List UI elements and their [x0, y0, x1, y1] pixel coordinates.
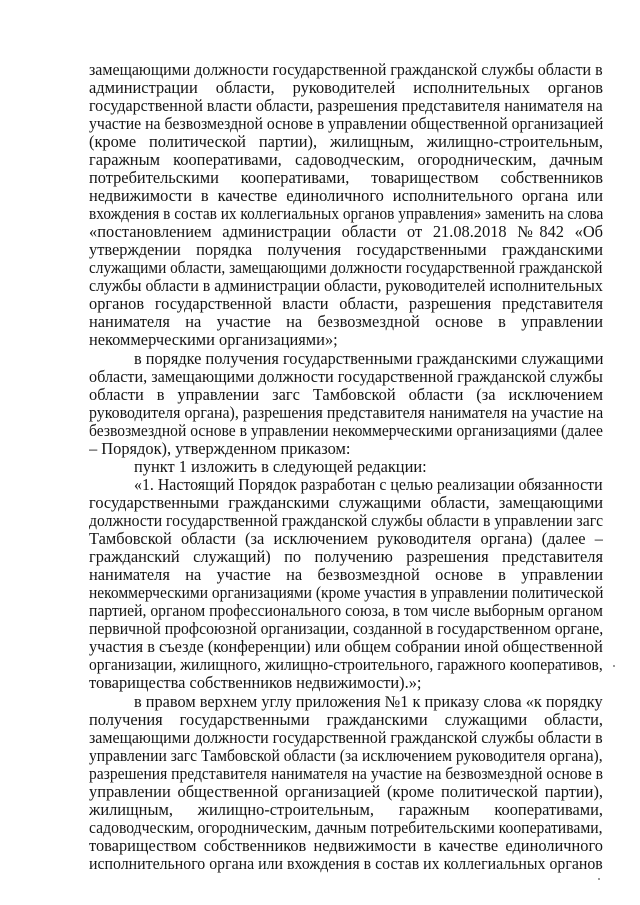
- text-line: пункт 1 изложить в следующей редакции:: [134, 458, 427, 476]
- text-line: администрации области, руководителей исполнительных органов: [89, 79, 603, 97]
- text-line: безвозмездной основе в управлении некоммерческими организациями (далее: [89, 422, 603, 440]
- text-line: служащими области, замещающими должности государственной гражданской: [89, 259, 603, 277]
- text-line: утверждении порядка получения государственными гражданскими: [89, 241, 603, 259]
- text-line: жилищным, жилищно-строительным, гаражным кооперативами,: [89, 801, 603, 819]
- text-line: Тамбовской области (за исключением руководителя органа) (далее –: [89, 530, 603, 548]
- text-line: гражданский служащий) по получению разрешения представителя: [89, 548, 603, 566]
- text-line: потребительскими кооперативами, товариществом собственников: [89, 169, 603, 187]
- text-line: органов государственной власти области, разрешения представителя: [89, 295, 603, 313]
- text-line: разрешения представителя нанимателя на участие на безвозмездной основе в: [89, 765, 604, 783]
- text-line: области, замещающими должности государственной гражданской службы: [89, 368, 603, 386]
- text-line: в порядке получения государственными гражданскими служащими: [134, 350, 604, 368]
- text-line: – Порядок), утвержденном приказом:: [89, 440, 351, 458]
- scan-speck: [598, 878, 600, 880]
- text-line: в правом верхнем углу приложения №1 к приказу слова «к порядку: [134, 693, 603, 711]
- text-line: организации, жилищного, жилищно-строительного, гаражного кооперативов,: [89, 656, 603, 674]
- text-line: «постановлением администрации области от 21.08.2018 №842 «Об: [89, 223, 603, 241]
- text-line: руководителя органа), разрешения представителя нанимателя на участие на: [89, 404, 603, 422]
- text-line: участия в съезде (конференции) или общем собрании иной общественной: [89, 638, 603, 656]
- text-line: получения государственными гражданскими служащими области,: [89, 711, 603, 729]
- text-line: замещающими должности государственной гражданской службы области в: [89, 61, 603, 79]
- text-line: управлении общественной организацией (кроме политической партии),: [89, 783, 603, 801]
- text-line: «1. Настоящий Порядок разработан с целью реализации обязанности: [134, 476, 603, 494]
- text-line: первичной профсоюзной организации, созданной в государственном органе,: [89, 620, 603, 638]
- text-line: партией, органом профессионального союза, в том числе выборным органом: [89, 602, 603, 620]
- text-line: замещающими должности государственной гражданской службы области в: [89, 729, 603, 747]
- text-line: участие на безвозмездной основе в управлении общественной организацией: [89, 115, 603, 133]
- text-line: вхождения в состав их коллегиальных органов управления» заменить на слова: [89, 205, 603, 223]
- text-line: должности государственной гражданской службы области в управлении загс: [89, 512, 604, 530]
- text-line: нанимателя на участие на безвозмездной основе в управлении: [89, 566, 603, 584]
- text-line: государственными гражданскими служащими области, замещающими: [89, 494, 603, 512]
- text-line: некоммерческими организациями»;: [89, 331, 338, 349]
- scan-speck: [613, 665, 615, 667]
- text-line: товарищества собственников недвижимости).»;: [89, 674, 422, 692]
- text-line: управлении загс Тамбовской области (за исключением руководителя органа),: [89, 747, 603, 765]
- text-line: области в управлении загс Тамбовской области (за исключением: [89, 386, 603, 404]
- text-line: государственной власти области, разрешения представителя нанимателя на: [89, 97, 603, 115]
- text-line: нанимателя на участие на безвозмездной основе в управлении: [89, 313, 603, 331]
- text-line: гаражным кооперативами, садоводческим, огородническим, дачным: [89, 151, 603, 169]
- text-line: исполнительного органа или вхождения в состав их коллегиальных органов: [89, 855, 603, 873]
- text-line: садоводческим, огородническим, дачным потребительскими кооперативами,: [89, 819, 603, 837]
- text-line: товариществом собственников недвижимости в качестве единоличного: [89, 837, 603, 855]
- text-line: (кроме политической партии), жилищным, жилищно-строительным,: [89, 133, 603, 151]
- text-line: некоммерческими организациями (кроме участия в управлении политической: [89, 584, 604, 602]
- text-line: недвижимости в качестве единоличного исполнительного органа или: [89, 187, 603, 205]
- text-line: службы области в администрации области, руководителей исполнительных: [89, 277, 603, 295]
